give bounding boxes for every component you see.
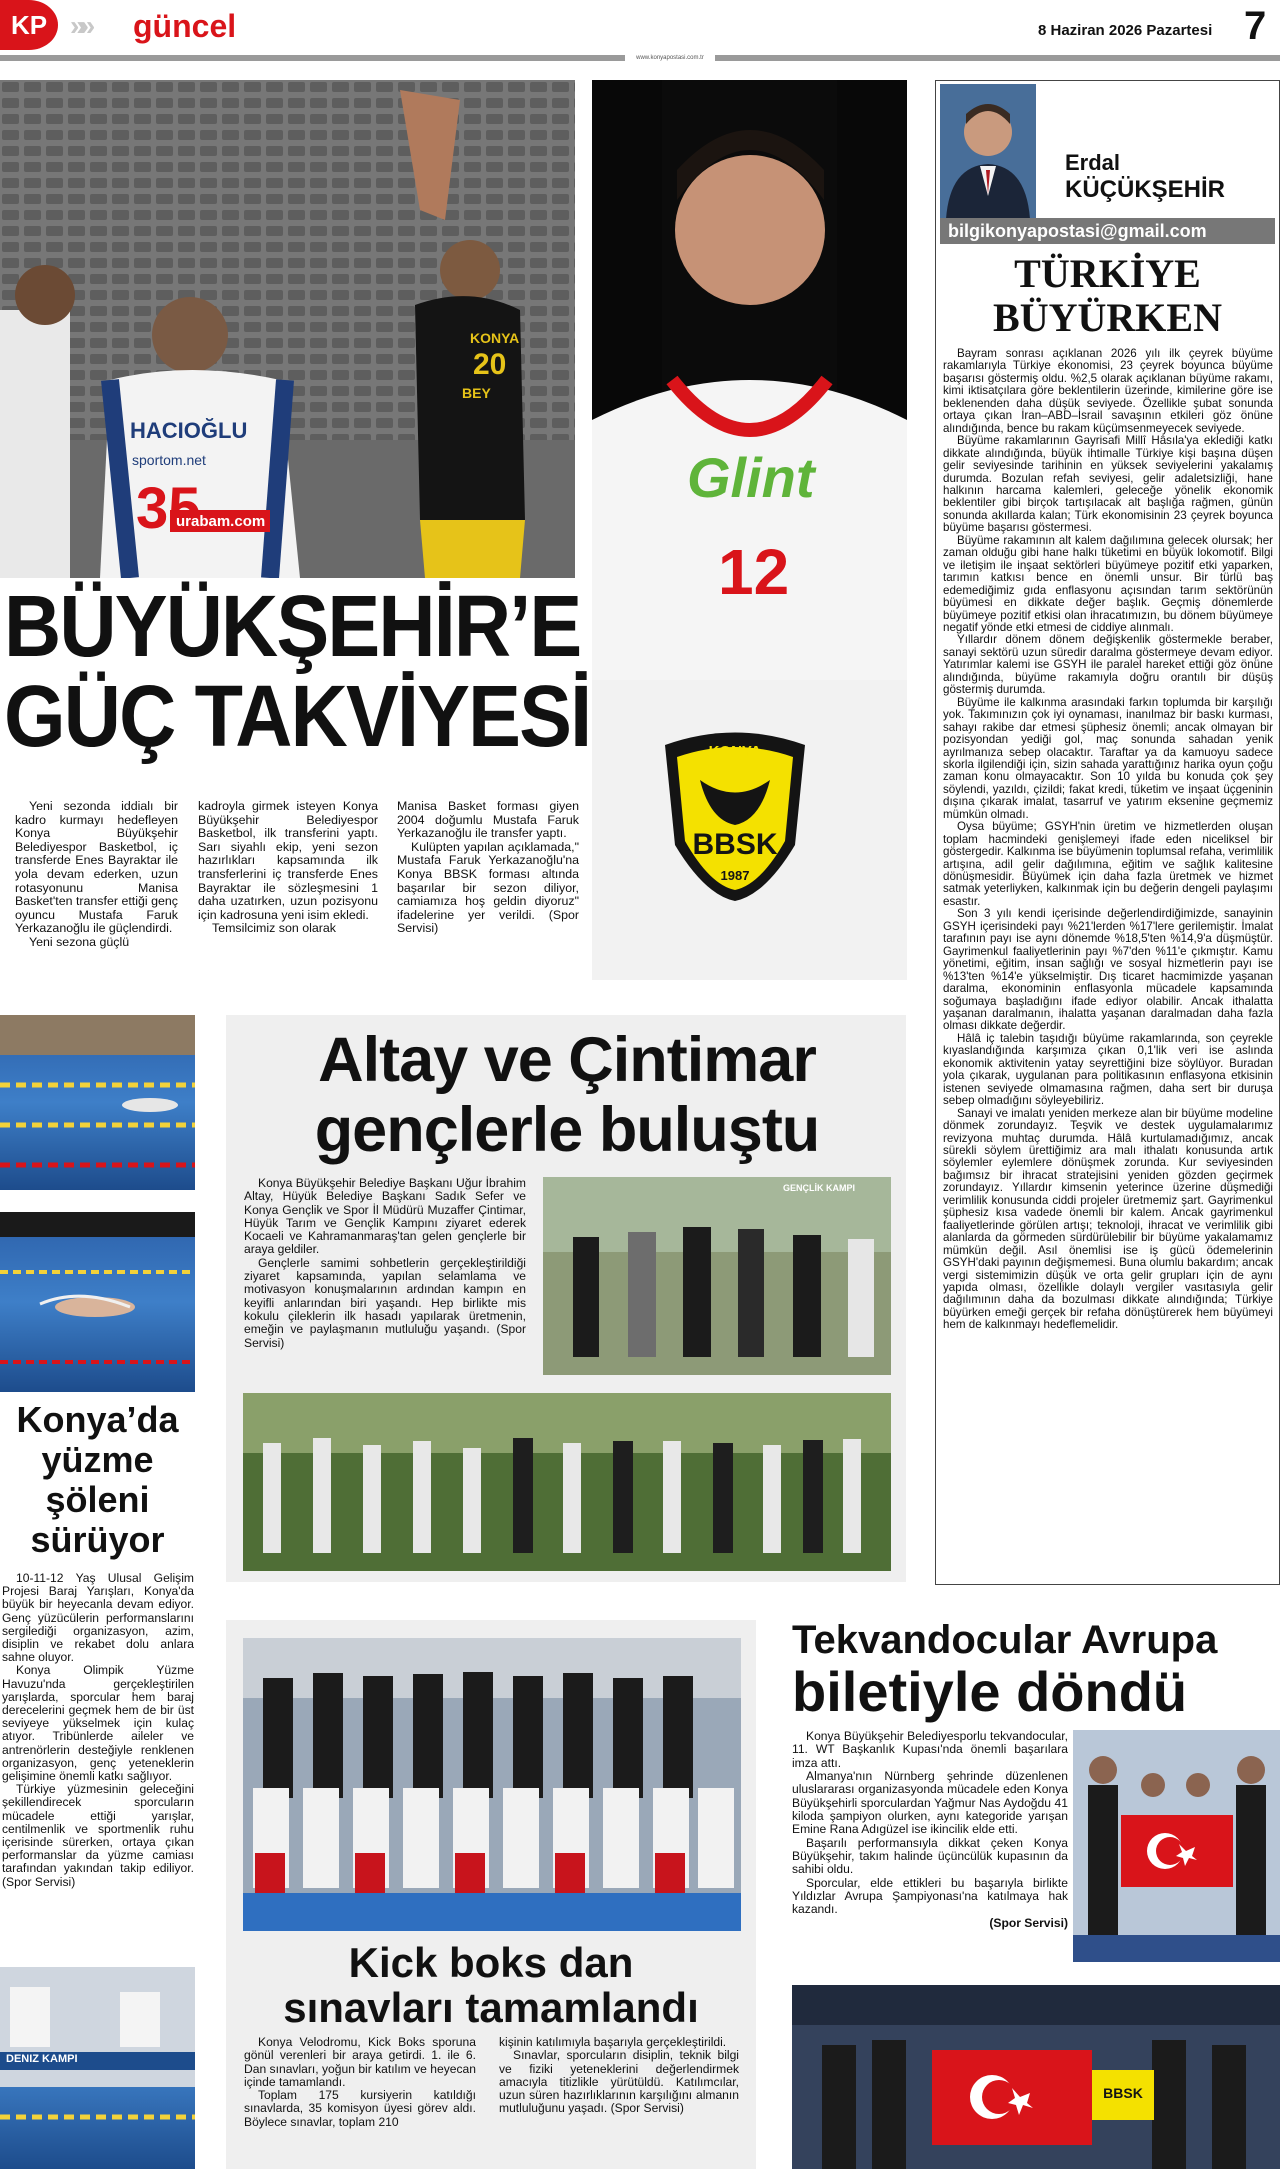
paragraph: Konya Olimpik Yüzme Havuzu'nda gerçekleştirilen yarışlarda, sporcular hem baraj derecelerini geçmek hem de bir üst seviyeye yükselmek için kulaç atıyor. Tribünlerde aileler ve antrenörlerin desteğiyle renklenen organizasyon, genç yeteneklerin gelişimine önemli katkı sağlıyor.: [2, 1663, 194, 1784]
altay-youth-illustration: [243, 1393, 891, 1571]
bbsk-badge: [645, 725, 825, 905]
jersey-team: KONYA: [470, 330, 520, 346]
basketball-headline: [4, 578, 591, 765]
paragraph: Sanayi ve imalatı yeniden merkeze alan bir büyüme modeline dönmek zorundayız. Teşvik ve destek uygulamalarımız revizyona muhtaç durumda. Hâlâ kurtulamadığımız, ancak sürekli söylem ürettiğimiz ara malı ithalatı konusunda artık söylemler eylemlere dönüşmek zorunda. Kur seviyesinden bağımsız bir ihracat stratejisini yeniden gözden geçirmek zorundayız. Yıllardır kimsenin yeterince üzerine düşmediği verimlilik konusunda ciddi projeler üretmemiz şart. Gayrimenkul şüphesiz kısa vadede önemli bir kalem. Ancak gayrimenkul faaliyetlerinde görülen artışı; teknoloji, ihracat ve verimlilik gibi alanlarda da görmeden sürdürülebilir bir büyüme yakalamamız mümkün değil. Asıl önemlisi ise iş gücü ödemelerinin GSYH'daki payının değişmemesi. Buna olumlu bakardım; ancak vergi sistemimizin düşük ve orta gelir grupları için de aynı yapıda olması, özellikle dolaylı vergiler vasıtasıyla gelir dağılımının daha da bozulması dikkate alındığında; Türkiye büyürken emeği gerçek bir refaha dönüştürerek hem büyümeyi hem de kalkınmayı hedeflemelidir.: [943, 1106, 1273, 1332]
jersey-bottom-text: BEY: [462, 385, 491, 401]
author-portrait-illustration: [940, 84, 1036, 219]
swim-lanes-illustration: [0, 1015, 195, 1190]
headline-line-1: BÜYÜKŞEHİR’E: [4, 578, 581, 675]
paragraph: Temsilcimiz son olarak: [212, 921, 336, 936]
altay-article: [244, 1177, 526, 1350]
basketball-action-illustration: [0, 80, 575, 578]
paragraph: Yeni sezona güçlü: [29, 934, 130, 949]
swimmer-illustration: [0, 1212, 195, 1392]
logo-text: KP: [10, 9, 48, 40]
badge-top-text: KONYA: [708, 743, 762, 760]
swim-headline: Konya’da yüzme şöleni sürüyor: [16, 1399, 179, 1560]
paragraph: Oysa büyüme; GSYH'nin üretim ve hizmetlerden oluşan toplam hacmindeki genişlemeyi ifade eden niceliksel bir göstergedir. Kalkınma ise büyümenin toplumsal refaha, verimlilik artışına, adil gelir dağılımına, eğitim ve sağlık kalitesine dönüşmesidir. Büyümek için daha fazla üretmek ve hizmet satmak yeterliyken, kalkınmak için bu değerin dengeli paylaşımı esastır.: [943, 820, 1273, 908]
paragraph: Sporcular, elde ettikleri bu başarıyla birlikte Yıldızlar Avrupa Şampiyonası'na katılmaya hak kazandı.: [792, 1875, 1068, 1917]
altay-youth-photo: [243, 1393, 891, 1571]
chevron-right-icon: »»: [70, 10, 90, 41]
basketball-article-col-3: [397, 800, 579, 936]
article-signature: (Spor Servisi): [989, 1915, 1068, 1930]
newspaper-logo: [0, 0, 58, 50]
basketball-article-col-2: [198, 800, 378, 936]
section-title: güncel: [133, 8, 237, 44]
issue-date: 8 Haziran 2026 Pazartesi: [1038, 22, 1213, 39]
jersey-number-20: 20: [473, 348, 507, 381]
tekvando-flag-illustration: [1073, 1730, 1280, 1962]
kickbox-group-illustration: [243, 1638, 741, 1931]
paragraph: Büyüme rakamlarının Gayrisafi Millî Hâsıla'ya eklediği katkı dikkate alındığında, büyük ihtimalle Türkiye kişi başına düşen gelir seviyesinde tarihinin en yüksek seviyelerini yakalamış durumda. Bozulan refah seviyesi, gelir adaletsizliği, hane halkının harcama kalemleri, geleceğe yönelik ekonomik beklentiler gibi birçok tartışılacak alt başlığa rağmen, günün sonunda akıllarda kalan; Türk ekonomisinin 23 çeyrek boyunca büyüme başarısı göstermesi.: [943, 434, 1273, 535]
player-portrait-photo: [592, 80, 907, 980]
kickbox-group-photo: [243, 1638, 741, 1931]
header-url: www.konyapostasi.com.tr: [625, 54, 715, 62]
paragraph: Yeni sezonda iddialı bir kadro kurmayı hedefleyen Konya Büyükşehir Belediyespor Basketbol, iç transferde Enes Bayraktar ile yola devam ederken, uzun rotasyonunu Manisa Basket'ten transfer ettiği genç oyuncu Mustafa Faruk Yerkazanoğlu ile güçlendirdi.: [15, 799, 178, 936]
paragraph: kadroyla girmek isteyen Konya Büyükşehir Belediyespor Basketbol, ilk transferini yaptı. Sarı siyahlı ekip, yeni sezon hazırlıkları kapsamında ilk transferlerini iç transferde Enes Bayraktar ile sözleşmesini 1 daha uzatırken, uzun pozisyonu için kadrosuna yeni isim ekledi.: [198, 799, 378, 922]
jersey-number-12: 12: [718, 536, 790, 608]
tekvando-article: [792, 1730, 1068, 1930]
tekvando-team-illustration: [792, 1985, 1280, 2169]
swim-article: [2, 1572, 194, 1889]
swim-race-photo: [0, 1015, 195, 1190]
photo-banner-text: DENIZ KAMPI: [6, 2053, 78, 2065]
author-first-name: Erdal: [1065, 150, 1121, 175]
kickbox-article-col-1: [244, 2036, 476, 2129]
paragraph: Konya Büyükşehir Belediyesporlu tekvandocular, 11. WT Başkanlık Kupası'nda önemli başarılara imza attı.: [792, 1729, 1068, 1770]
paragraph: Gençlerle samimi sohbetlerin gerçekleştirildiği ziyaret kapsamında, yapılan selamlama ve motivasyon konuşmalarının ardından kampın en keyifli anlarından biri yaşandı. Hep birlikte mis kokulu çileklerin ilk hasadı yapılarak üretmenin, emeğin ve paylaşmanın mutluluğu yaşandı. (Spor Servisi): [244, 1255, 526, 1350]
paragraph: Toplam 175 kursiyerin katıldığı sınavlarda, 35 komisyon üyesi görev aldı. Böylece sınavlar, toplam 210: [244, 2088, 476, 2129]
jersey-number-35: 35: [136, 476, 201, 541]
paragraph: Bayram sonrası açıklanan 2026 yılı ilk çeyrek büyüme rakamlarıyla Türkiye ekonomisi, 23 çeyrek boyunca büyüme başarısı göstermiş oldu. %2,5 olarak açıklanan büyüme rakamı, kimi iktisatçılara göre beklentilerin üzerinde, kimilerine göre ise beklenenden daha düşük seviyede. Özellikle şubat sonunda ortaya çıkan İran–ABD–İsrail savaşının etkileri göz önüne alındığında, bence bu rakam küçümsenmeyecek seviyede.: [943, 347, 1273, 435]
kickbox-headline: [226, 1940, 756, 2030]
column-title-line-1: TÜRKİYE: [1014, 251, 1201, 296]
paragraph: kişinin katılımıyla başarıyla gerçekleştirildi.: [499, 2035, 727, 2049]
kickbox-article-col-2: [499, 2036, 739, 2116]
kickbox-headline-line-2: sınavları tamamlandı: [283, 1984, 699, 2031]
column-title: [940, 252, 1275, 340]
altay-headline: [242, 1025, 892, 1165]
kickbox-headline-line-1: Kick boks dan: [348, 1939, 634, 1986]
altay-headline-line-1: Altay ve Çintimar: [318, 1025, 816, 1095]
photo-banner-text: GENÇLİK KAMPI: [783, 1183, 855, 1193]
paragraph: Başarılı performansıyla dikkat çeken Konya Büyükşehir, takım halinde üçüncülük kupasının da sahibi oldu.: [792, 1835, 1068, 1877]
altay-headline-line-2: gençlerle buluştu: [314, 1095, 820, 1165]
altay-group-illustration: [543, 1177, 891, 1375]
basketball-action-photo: [0, 80, 575, 578]
paragraph: Büyüme rakamının alt kalem dağılımına gelecek olursak; her zaman olduğu gibi hane halkı tüketimi en büyük lokomotif. Bilgi ve iletişim ile inşaat sektörleri büyümeye pozitif etki yaparken, tarımın katkısı bence en önemli unsur. Bir türlü baş edemediğimiz gıda enflasyonu açısından tarım sektörünün büyümesi en dikkate değer başlık. Geçmiş dönemlerde büyümeye pozitif etkisi olan ihracatımızın, bu dönem büyümeye negatif yönde etki etmesi de ciddiye alınmalı.: [943, 533, 1273, 634]
bbsk-banner-text: BBSK: [1103, 2085, 1143, 2101]
column-title-line-2: BÜYÜRKEN: [993, 295, 1222, 340]
badge-mid-text: BBSK: [692, 828, 778, 861]
author-email[interactable]: bilgikonyapostasi@gmail.com: [940, 218, 1275, 244]
jersey-name: HACIOĞLU: [130, 418, 248, 443]
jersey-bottom-sponsor: urabam.com: [176, 513, 266, 530]
paragraph: Almanya'nın Nürnberg şehrinde düzenlenen uluslararası organizasyonda mücadele eden Konya Büyükşehirli sporculardan Yağmur Nas Aydoğdu 41 kiloda şampiyon olurken, aynı kategoride yarışan Emine Rana Adıgüzel ise ikincilik elde etti.: [792, 1769, 1068, 1837]
paragraph: 10-11-12 Yaş Ulusal Gelişim Projesi Baraj Yarışları, Konya'da büyük bir heyecanla devam ediyor. Genç yüzücülerin performanslarını sergilediği organizasyon, azim, disiplin ve rekabet dolu anlara sahne oluyor.: [2, 1571, 194, 1665]
swim-podium-photo: [0, 1967, 195, 2169]
jersey-sponsor-glint: Glint: [687, 446, 815, 509]
paragraph: Büyüme ile kalkınma arasındaki farkın toplumda bir karşılığı yok. Takımınızın çok iyi oynaması, inanılmaz bir baskı kurması, sahayı rakibe dar etmesi şüphesiz önemli; ancak olmayan bir pozisyondan yediği gol, maç sonunda sahadan yenik ayrılmanıza sebep olacaktır. Taraftar ya da kamuoyu sadece skorla ilgilendiği için, sizin sahada yarattığınız harika oyun çoğu zaman konu olmayacaktır. Son 10 yılda bu konuda çok şey söylendi, yazıldı, çizildi; fakat kredi, tüketim ve inşaat üçgeninin dışına çıkarak imalat, tasarruf ve yatırım eksenine geçmemiz mümkün olmadı.: [943, 695, 1273, 821]
author-last-name: KÜÇÜKŞEHİR: [1065, 176, 1226, 203]
swim-podium-illustration: [0, 1967, 195, 2169]
tekvando-headline-line-2: biletiyle döndü: [792, 1660, 1188, 1723]
swimmer-photo: [0, 1212, 195, 1392]
paragraph: Kulüpten yapılan açıklamada," Mustafa Faruk Yerkazanoğlu'na Konya BBSK forması altında başarılar bir sezon diliyor, camiamıza hoş geldin diyoruz" ifadelerine yer verildi. (Spor Servisi): [397, 839, 579, 936]
paragraph: Sınavlar, sporcuların disiplin, teknik bilgi ve fiziki yeteneklerini değerlendirmek amacıyla titizlikle yürütüldü. Katılımcılar, uzun süren hazırlıklarının karşılığını almanın mutluluğunu yaşadı. (Spor Servisi): [499, 2048, 739, 2116]
jersey-sponsor: sportom.net: [132, 452, 206, 468]
tekvando-headline-line-1: Tekvandocular Avrupa: [792, 1618, 1218, 1662]
paragraph: Son 3 yılı kendi içerisinde değerlendirdiğimizde, sanayinin GSYH içerisindeki payı %21'lerden %17'lere gerilemiştir. İmalat tarafının payı ise aynı dönemde %18,5'ten %14,9'a düşmüştür. Gayrimenkul faaliyetlerinin payı %7'den %11'e çıkmıştır. Kamu yönetimi, eğitim, insan sağlığı ve sosyal hizmetlerin payı ise %13'ten %14'e yükselmiştir. Dış ticaret hacmimizde yaşanan daralma, ekonominin enflasyonla mücadele kapsamında soğumaya başladığını ifade ediyor olabilir. Ancak ithalatta yaşanan daralmanın, ihalatta yaşanan daralmadan daha fazla olması dikkate değerdir.: [943, 907, 1273, 1033]
author-photo: [940, 84, 1036, 219]
page-number: 7: [1244, 4, 1267, 48]
altay-visit-photo: [543, 1177, 891, 1375]
paragraph: Konya Büyükşehir Belediye Başkanı Uğur İbrahim Altay, Hüyük Belediye Başkanı Sadık Sefer ve Konya Gençlik ve Spor İl Müdürü Muzaffer Çintimar, Hüyük Tarım ve Gençlik Kampını ziyaret ederek Kocaeli ve Kahramanmaraş'tan gelen gençlerle bir araya geldiler.: [244, 1176, 526, 1257]
paragraph: Yıllardır dönem dönem değişkenlik göstermekle beraber, sanayi sektörü uzun süredir daralma göstermeye devam ediyor. Yatırımlar kalemi ise GSYH ile paralel hareket ettiği göz önüne alındığında, büyüme rakamıyla doğru orantılı bir düşüş göstermiş durumda.: [943, 633, 1273, 697]
paragraph: Hâlâ iç talebin taşıdığı büyüme rakamlarında, son çeyrekle kıyaslandığında karşımıza çıkan 0,1'lik veri ise aslında ekonomik aktivitenin yatay seyrettiğini bize söylüyor. Buradan yola çıkarak, uygulanan para politikasının enflasyona etkisinin istenen seviyede olmamasına rağmen, daha sert bir duruşa sebep olmadığını söyleyebiliriz.: [943, 1031, 1273, 1108]
column-body: [943, 348, 1273, 1332]
paragraph: Manisa Basket forması giyen 2004 doğumlu Mustafa Faruk Yerkazanoğlu ile transfer yaptı.: [397, 799, 579, 841]
tekvando-team-photo: [792, 1985, 1280, 2169]
paragraph: Türkiye yüzmesinin geleceğini şekillendirecek sporcuların mücadele ettiği yarışlar, centilmenlik ve sportmenlik ruhu içerisinde sürerken, ortaya çıkan performanslar da yüzme camiası tarafından yakından takip ediliyor. (Spor Servisi): [2, 1782, 194, 1889]
headline-line-2: GÜÇ TAKVİYESİ: [4, 668, 591, 765]
badge-year: 1987: [720, 868, 750, 883]
tekvando-flag-photo: [1073, 1730, 1280, 1962]
basketball-article-col-1: [15, 800, 178, 950]
paragraph: Konya Velodromu, Kick Boks sporuna gönül verenleri bir araya getirdi. 1. ile 6. Dan sınavları, yoğun bir katılım ve heyecan içinde tamamlandı.: [244, 2035, 476, 2089]
